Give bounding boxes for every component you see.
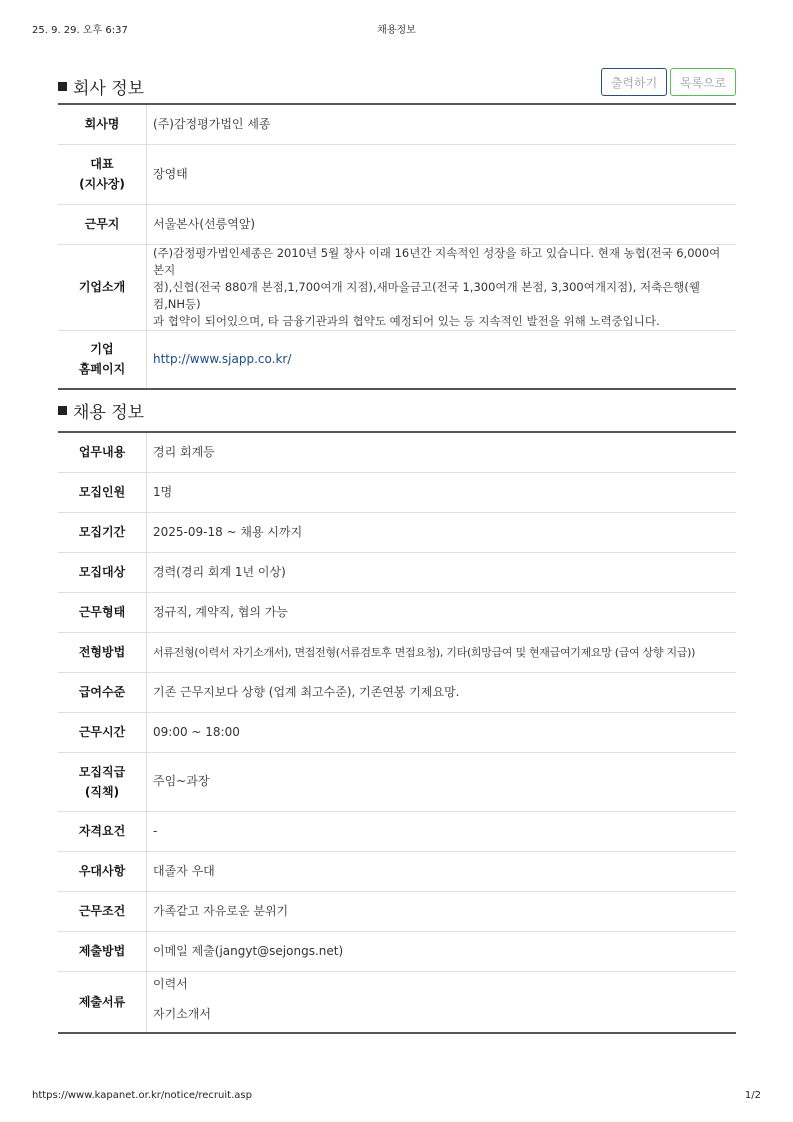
row-label: 모집인원 bbox=[58, 472, 147, 512]
company-section-header bbox=[58, 68, 736, 100]
print-button[interactable]: 출력하기 bbox=[601, 68, 667, 96]
row-label: 근무형태 bbox=[58, 592, 147, 632]
table-row bbox=[58, 592, 736, 632]
table-row bbox=[58, 432, 736, 472]
table-row bbox=[58, 244, 736, 330]
table-row bbox=[58, 144, 736, 204]
recruit-section-title-text: 채용 정보 bbox=[73, 403, 145, 423]
row-label: 제출방법 bbox=[58, 931, 147, 971]
row-label: 모집대상 bbox=[58, 552, 147, 592]
company-info-table bbox=[58, 103, 736, 390]
ceo-value: 장영태 bbox=[147, 144, 737, 204]
company-name-value: (주)감정평가법인 세종 bbox=[147, 104, 737, 144]
row-value: 경력(경리 회계 1년 이상) bbox=[147, 552, 737, 592]
table-row bbox=[58, 752, 736, 811]
row-label: 대표 (지사장) bbox=[58, 144, 147, 204]
row-label: 제출서류 bbox=[58, 971, 147, 1033]
table-row bbox=[58, 931, 736, 971]
print-footer bbox=[32, 1090, 761, 1106]
print-url: https://www.kapanet.or.kr/notice/recruit.asp bbox=[32, 1090, 252, 1101]
row-label: 급여수준 bbox=[58, 672, 147, 712]
homepage-cell bbox=[147, 330, 737, 389]
list-button[interactable]: 목록으로 bbox=[670, 68, 736, 96]
square-bullet-icon bbox=[58, 406, 67, 415]
table-row bbox=[58, 811, 736, 851]
table-row bbox=[58, 512, 736, 552]
homepage-link[interactable]: http://www.sjapp.co.kr/ bbox=[153, 351, 292, 366]
table-row bbox=[58, 851, 736, 891]
row-label: 자격요건 bbox=[58, 811, 147, 851]
page-number: 1/2 bbox=[744, 1090, 761, 1101]
row-value: 가족같고 자유로운 분위기 bbox=[147, 891, 737, 931]
recruit-info-table bbox=[58, 431, 736, 1034]
row-label: 기업 홈페이지 bbox=[58, 330, 147, 389]
table-row bbox=[58, 552, 736, 592]
print-date: 25. 9. 29. 오후 6:37 bbox=[32, 25, 128, 36]
row-label: 회사명 bbox=[58, 104, 147, 144]
row-value: - bbox=[147, 811, 737, 851]
recruit-section-title bbox=[58, 398, 144, 423]
table-row bbox=[58, 472, 736, 512]
row-value: 09:00 ~ 18:00 bbox=[147, 712, 737, 752]
row-value: 서류전형(이력서 자기소개서), 면접전형(서류검토후 면접요청), 기타(희망급여 및 현재급여기제요망 (급여 상향 지급)) bbox=[147, 632, 737, 672]
table-row bbox=[58, 712, 736, 752]
company-intro-value: (주)감정평가법인세종은 2010년 5월 창사 이래 16년간 지속적인 성장을 하고 있습니다. 현재 농협(전국 6,000여 본지 점),신협(전국 880개 본점,1,700여개 지점),새마을금고(전국 1,300여개 본점, 3,300여개지점), 저축은행(웰컴,NH등) 과 협약이 되어있으며, 타 금융기관과의 협약도 예정되어 있는 등 지속적인 발전을 위해 노력중입니다. bbox=[147, 244, 737, 330]
table-row bbox=[58, 891, 736, 931]
company-section-title-text: 회사 정보 bbox=[73, 79, 145, 99]
row-label: 전형방법 bbox=[58, 632, 147, 672]
row-value: 이력서 자기소개서 bbox=[153, 976, 211, 1021]
recruit-section-header bbox=[58, 392, 736, 424]
row-label: 근무시간 bbox=[58, 712, 147, 752]
table-row bbox=[58, 971, 736, 1033]
row-label: 업무내용 bbox=[58, 432, 147, 472]
row-value: 대졸자 우대 bbox=[147, 851, 737, 891]
row-label: 근무조건 bbox=[58, 891, 147, 931]
company-section-title bbox=[58, 74, 144, 99]
table-row bbox=[58, 330, 736, 389]
row-value: 1명 bbox=[147, 472, 737, 512]
table-row bbox=[58, 632, 736, 672]
row-value: 경리 회계등 bbox=[147, 432, 737, 472]
row-label: 근무지 bbox=[58, 204, 147, 244]
row-value: 2025-09-18 ~ 채용 시까지 bbox=[147, 512, 737, 552]
table-row bbox=[58, 204, 736, 244]
row-label: 모집기간 bbox=[58, 512, 147, 552]
row-value: 이메일 제출(jangyt@sejongs.net) bbox=[147, 931, 737, 971]
row-value: 주임~과장 bbox=[147, 752, 737, 811]
row-label: 모집직급 (직책) bbox=[58, 752, 147, 811]
print-header bbox=[32, 21, 761, 37]
table-row bbox=[58, 104, 736, 144]
square-bullet-icon bbox=[58, 82, 67, 91]
row-label: 우대사항 bbox=[58, 851, 147, 891]
row-value: 정규직, 계약직, 협의 가능 bbox=[147, 592, 737, 632]
workplace-value: 서울본사(선릉역앞) bbox=[147, 204, 737, 244]
print-doc-title: 채용정보 bbox=[377, 25, 416, 36]
row-value: 기존 근무지보다 상향 (업계 최고수준), 기존연봉 기제요망. bbox=[147, 672, 737, 712]
table-row bbox=[58, 672, 736, 712]
row-label: 기업소개 bbox=[58, 244, 147, 330]
